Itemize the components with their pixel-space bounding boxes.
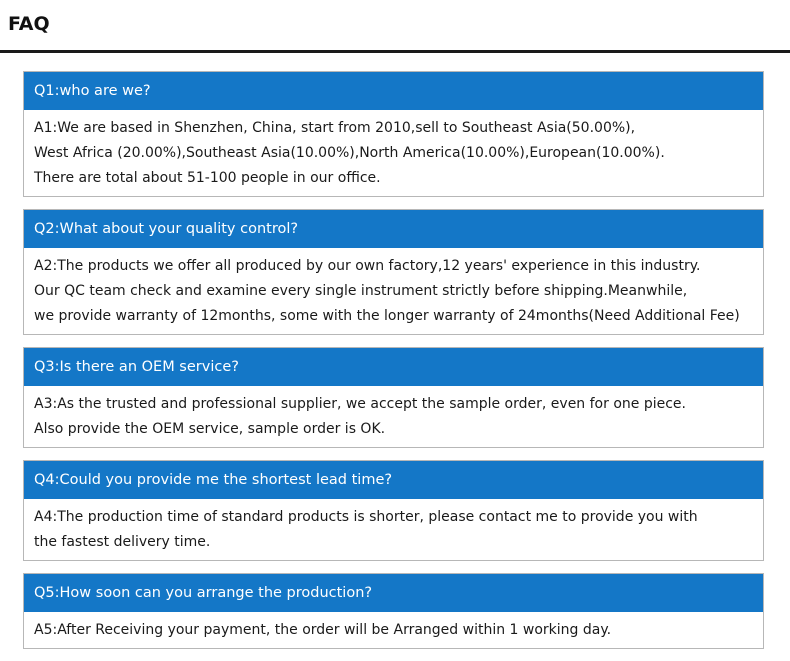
faq-item-2: [23, 209, 764, 335]
faq-answer: [24, 612, 763, 648]
page-title: FAQ: [8, 13, 50, 35]
faq-question: Q3:Is there an OEM service?: [24, 348, 763, 386]
faq-answer: [24, 110, 763, 196]
faq-list: [23, 71, 764, 661]
faq-answer-line: A1:We are based in Shenzhen, China, start from 2010,sell to Southeast Asia(50.00%),: [34, 120, 636, 136]
faq-item-1: [23, 71, 764, 197]
faq-answer-line: A4:The production time of standard products is shorter, please contact me to provide you with: [34, 509, 698, 525]
faq-header: [0, 0, 790, 53]
faq-answer: [24, 499, 763, 560]
faq-answer-line: the fastest delivery time.: [34, 534, 211, 550]
faq-answer-line: Also provide the OEM service, sample order is OK.: [34, 421, 386, 437]
faq-answer-line: A5:After Receiving your payment, the order will be Arranged within 1 working day.: [34, 622, 612, 638]
faq-item-5: [23, 573, 764, 649]
faq-answer-line: Our QC team check and examine every single instrument strictly before shipping.Meanwhile,: [34, 283, 688, 299]
faq-answer-line: West Africa (20.00%),Southeast Asia(10.00%),North America(10.00%),European(10.00%).: [34, 145, 665, 161]
faq-answer-line: A3:As the trusted and professional supplier, we accept the sample order, even for one piece.: [34, 396, 686, 412]
faq-answer-line: There are total about 51-100 people in our office.: [34, 170, 381, 186]
faq-answer-line: A2:The products we offer all produced by our own factory,12 years' experience in this industry.: [34, 258, 701, 274]
faq-question: Q2:What about your quality control?: [24, 210, 763, 248]
faq-answer: [24, 248, 763, 334]
faq-question: Q5:How soon can you arrange the production?: [24, 574, 763, 612]
faq-item-3: [23, 347, 764, 448]
faq-question: Q1:who are we?: [24, 72, 763, 110]
faq-question: Q4:Could you provide me the shortest lead time?: [24, 461, 763, 499]
faq-item-4: [23, 460, 764, 561]
faq-answer: [24, 386, 763, 447]
faq-answer-line: we provide warranty of 12months, some with the longer warranty of 24months(Need Additional Fee): [34, 308, 740, 324]
